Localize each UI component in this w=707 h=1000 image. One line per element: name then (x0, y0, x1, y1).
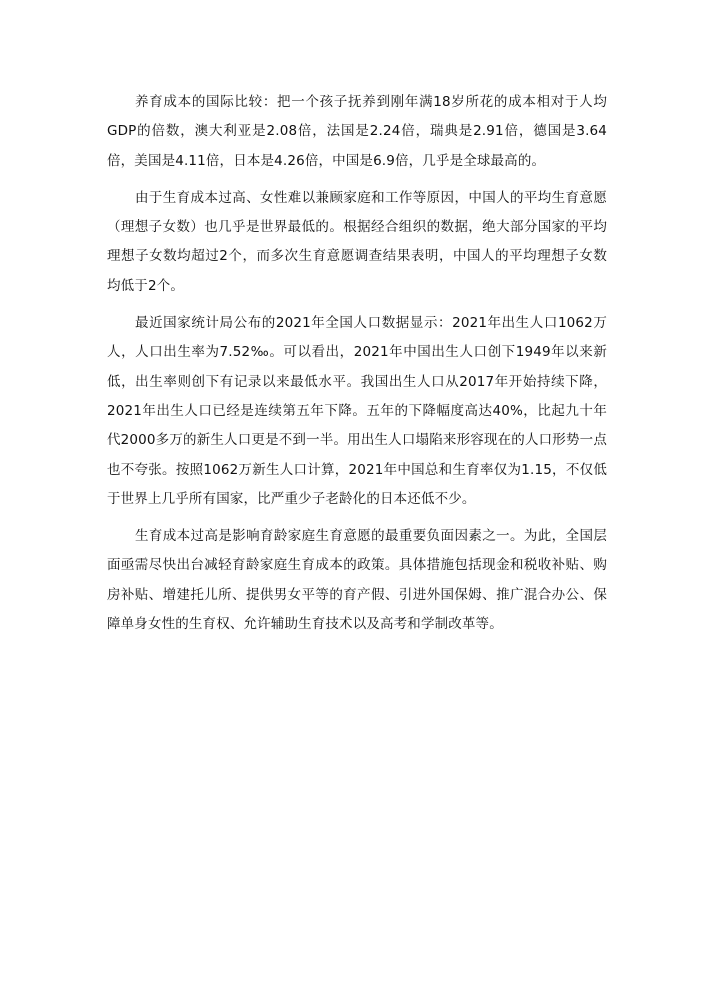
paragraph-birth-statistics: 最近国家统计局公布的2021年全国人口数据显示：2021年出生人口1062万人，人口出生率为7.52‰。可以看出，2021年中国出生人口创下1949年以来新低，出生率则创下有记录以来最低水平。我国出生人口从2017年开始持续下降，2021年出生人口已经是连续第五年下降。五年的下降幅度高达40%，比起九十年代2000多万的新生人口更是不到一半。用出生人口塌陷来形容现在的人口形势一点也不夸张。按照1062万新生人口计算，2021年中国总和生育率仅为1.15，不仅低于世界上几乎所有国家，比严重少子老龄化的日本还低不少。 (107, 315, 607, 507)
paragraph-fertility-intention: 由于生育成本过高、女性难以兼顾家庭和工作等原因，中国人的平均生育意愿（理想子女数）也几乎是世界最低的。根据经合组织的数据，绝大部分国家的平均理想子女数均超过2个，而多次生育意愿调查结果表明，中国人的平均理想子女数均低于2个。 (107, 189, 607, 294)
paragraph-cost-comparison: 养育成本的国际比较：把一个孩子抚养到刚年满18岁所花的成本相对于人均GDP的倍数，澳大利亚是2.08倍，法国是2.24倍，瑞典是2.91倍，德国是3.64倍，美国是4.11倍，日本是4.26倍，中国是6.9倍，几乎是全球最高的。 (107, 94, 607, 169)
document-body (107, 88, 607, 647)
paragraph-policy-recommendations: 生育成本过高是影响育龄家庭生育意愿的最重要负面因素之一。为此，全国层面亟需尽快出台减轻育龄家庭生育成本的政策。具体措施包括现金和税收补贴、购房补贴、增建托儿所、提供男女平等的育产假、引进外国保姆、推广混合办公、保障单身女性的生育权、允许辅助生育技术以及高考和学制改革等。 (107, 528, 607, 633)
